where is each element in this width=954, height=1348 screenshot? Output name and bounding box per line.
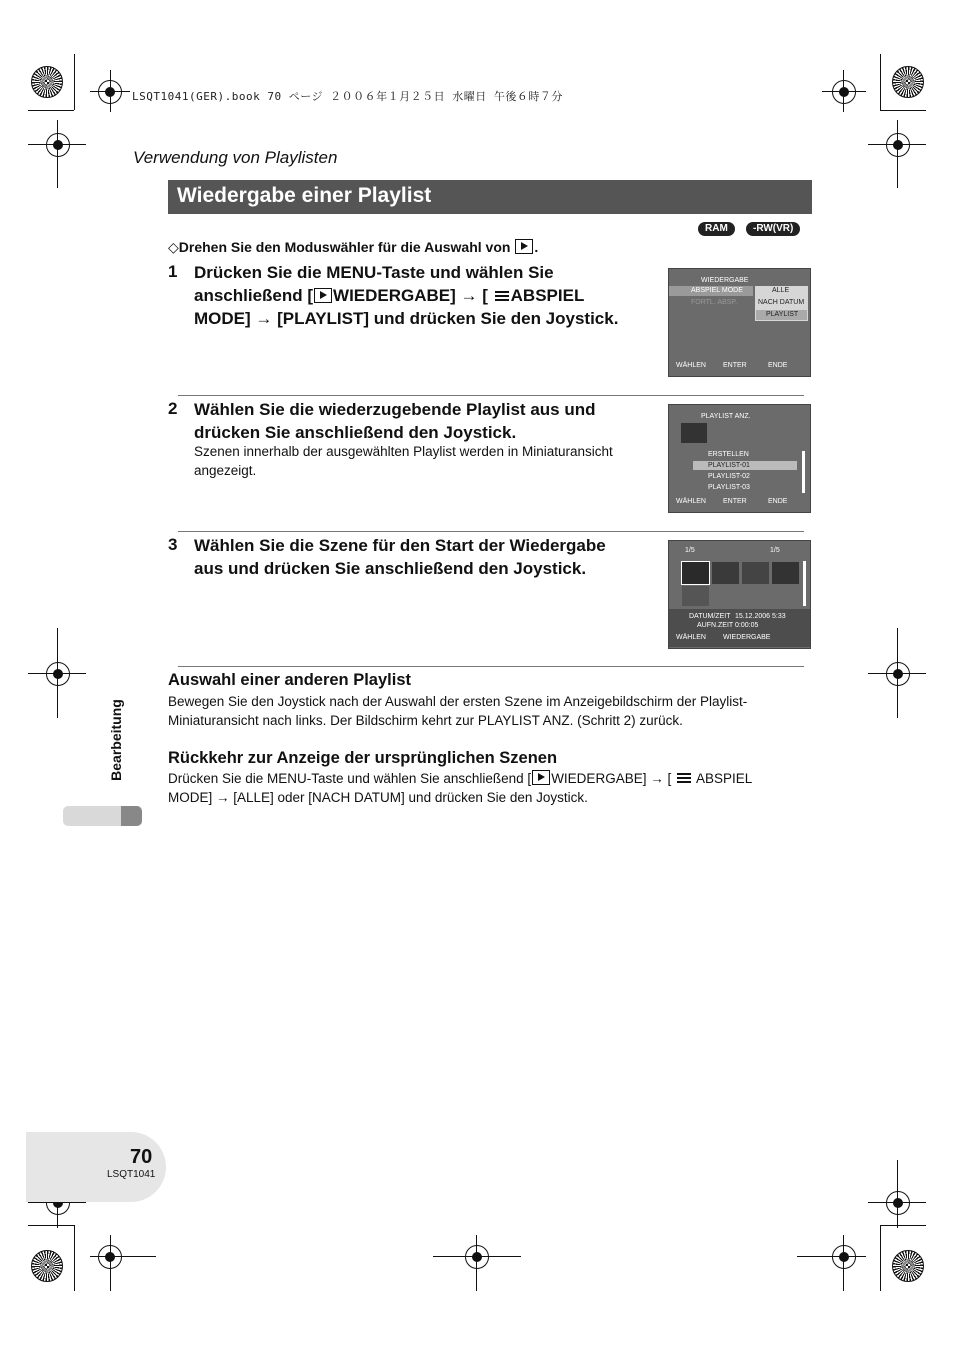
crosshair-icon <box>46 662 70 686</box>
side-label: Bearbeitung <box>107 699 124 781</box>
list-icon <box>495 291 509 301</box>
play-icon <box>314 288 332 303</box>
step-2-text: Wählen Sie die wiederzugebende Playlist aus und drücken Sie anschließend den Joystick. <box>194 400 596 442</box>
crosshair-icon <box>832 1245 856 1269</box>
page-heading: Wiedergabe einer Playlist <box>177 184 432 207</box>
thumbnail <box>712 562 739 584</box>
step-2-subtext: Szenen innerhalb der ausgewählten Playlist werden in Miniaturansicht angezeigt. <box>194 444 613 478</box>
badge-rw-vr: -RW(VR) <box>746 222 800 236</box>
subheading-original-scenes: Rückkehr zur Anzeige der ursprünglichen Szenen <box>168 749 558 767</box>
play-icon <box>532 770 550 785</box>
thumbnail <box>772 562 799 584</box>
crosshair-icon <box>886 133 910 157</box>
divider <box>178 395 804 396</box>
thumbnail <box>681 423 707 443</box>
page-number: 70 <box>130 1146 153 1168</box>
diamond-icon: ◇ <box>168 239 179 255</box>
page-code: LSQT1041 <box>107 1169 156 1180</box>
crosshair-icon <box>832 80 856 104</box>
crosshair-icon <box>46 133 70 157</box>
step-number: 1 <box>168 262 178 281</box>
list-icon <box>677 773 691 783</box>
screen-thumbnails: 1/5 1/5 DATUM/ZEIT 15.12.2006 5:33 AUFN.ZEIT 0:00:05 WÄHLEN WIEDERGABE <box>668 540 811 649</box>
screen-wiedergabe-menu: WIEDERGABE ABSPIEL MODE FORTL. ABSP. ALLE NACH DATUM PLAYLIST WÄHLEN ENTER ENDE <box>668 268 811 377</box>
badge-ram: RAM <box>698 222 735 236</box>
registration-ring-icon <box>892 66 924 98</box>
thumbnail <box>682 586 709 606</box>
section-tab <box>63 806 121 826</box>
registration-ring-icon <box>31 66 63 98</box>
registration-ring-icon <box>892 1250 924 1282</box>
section-tab-marker <box>121 806 142 826</box>
section-title: Verwendung von Playlisten <box>133 148 338 167</box>
subheading-other-playlist: Auswahl einer anderen Playlist <box>168 671 412 689</box>
step-3-text: Wählen Sie die Szene für den Start der Wiedergabe aus und drücken Sie anschließend den Joystick. <box>194 536 606 578</box>
registration-ring-icon <box>31 1250 63 1282</box>
step-1-text: Drücken Sie die MENU-Taste und wählen Sie anschließend [ WIEDERGABE] → [ ABSPIEL MODE] → [PLAYLIST] und drücken Sie den Joystick. <box>194 263 619 328</box>
crosshair-icon <box>465 1245 489 1269</box>
play-mode-icon <box>515 239 533 254</box>
paragraph-other-playlist: Bewegen Sie den Joystick nach der Auswahl der ersten Szene im Anzeigebildschirm der Playlist- Miniaturansicht nach links. Der Bildschirm kehrt zur PLAYLIST ANZ. (Schritt 2) zurück. <box>168 694 748 728</box>
screen-playlist-anz: PLAYLIST ANZ. ERSTELLEN PLAYLIST-01 PLAYLIST-02 PLAYLIST-03 WÄHLEN ENTER ENDE <box>668 404 811 513</box>
paragraph-original-scenes: Drücken Sie die MENU-Taste und wählen Sie anschließend [ WIEDERGABE] → [ ABSPIEL MODE] → [ALLE] oder [NACH DATUM] und drücken Sie den Joystick. <box>168 771 753 805</box>
thumbnail <box>742 562 769 584</box>
crosshair-icon <box>886 662 910 686</box>
crosshair-icon <box>886 1191 910 1215</box>
page-heading-bar <box>168 180 812 214</box>
step-number: 2 <box>168 399 178 418</box>
thumbnail <box>681 561 710 585</box>
divider <box>178 531 804 532</box>
print-header: LSQT1041(GER).book 70 ページ ２００６年１月２５日 水曜日 午後６時７分 <box>132 90 563 103</box>
step-number: 3 <box>168 535 178 554</box>
divider <box>178 666 804 667</box>
mode-instruction: ◇Drehen Sie den Moduswähler für die Auswahl von . <box>168 239 539 255</box>
